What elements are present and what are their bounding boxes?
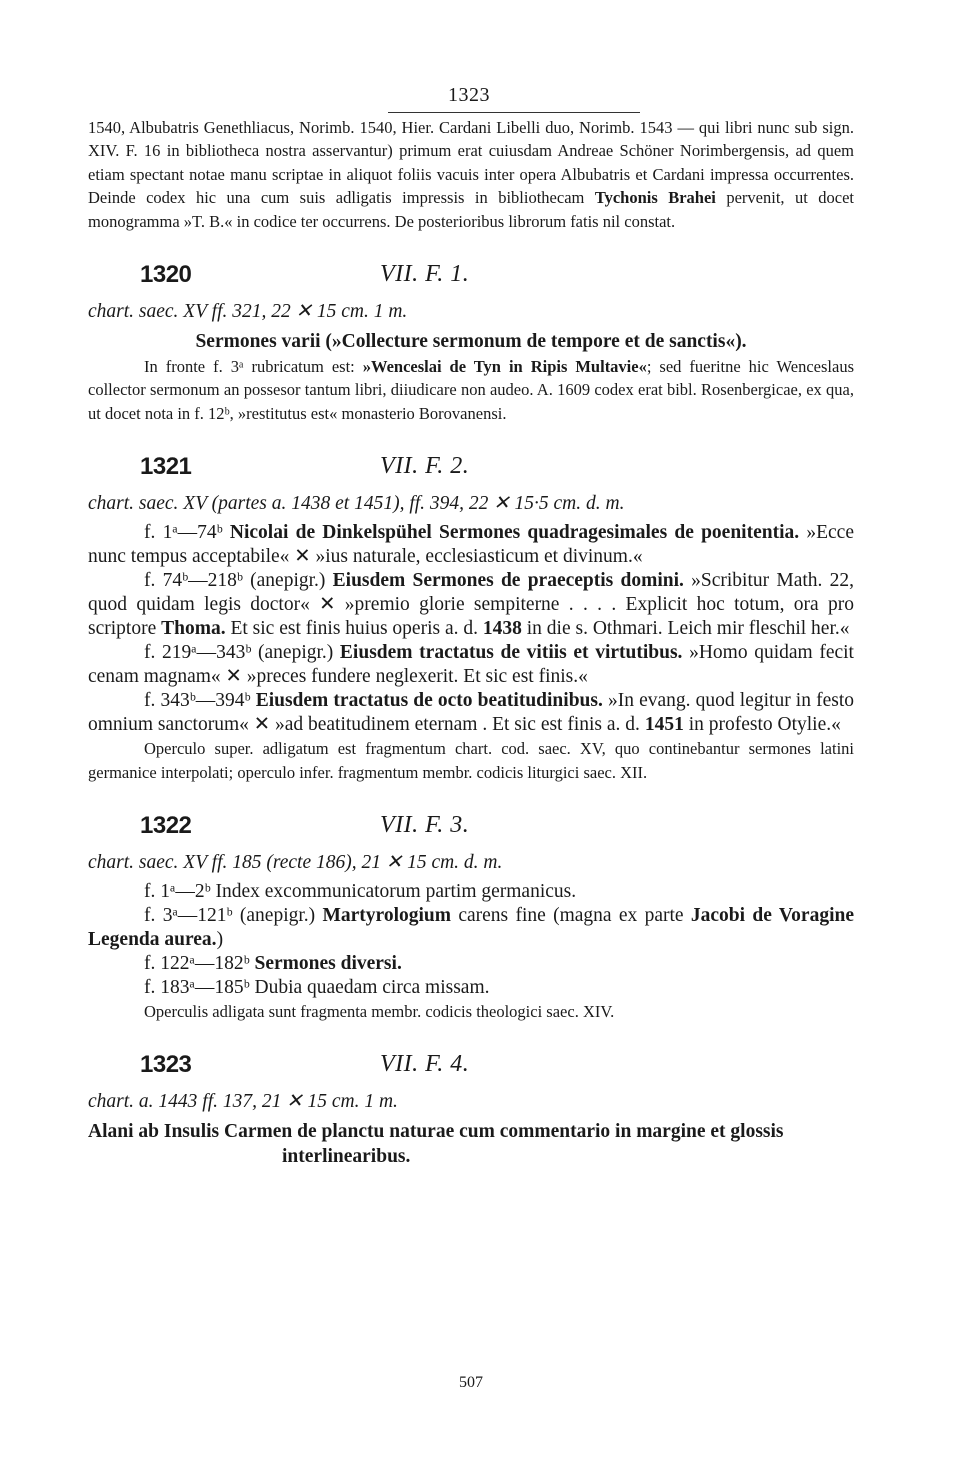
colophon-text: Et sic est finis huius operis a. d. (225, 618, 483, 640)
work-title: Sermones diversi. (254, 953, 402, 975)
content-item (88, 641, 854, 689)
note-text: In fronte f. 3ᵃ rubricatum est: (144, 357, 363, 377)
entry-note (88, 355, 854, 425)
entry-1323-heading (88, 1049, 854, 1089)
colophon-text: in profesto Otylie.« (683, 714, 841, 736)
incipit-explicit: »In evang. quod legitur in festo omnium sanctorum« ✕ »ad beatitudinem eternam . Et sic est finis a. d. (88, 690, 855, 736)
shelfmark: VII. F. 4. (380, 1051, 470, 1078)
physical-description: chart. saec. XV ff. 321, 22 ✕ 15 cm. 1 m. (88, 301, 408, 323)
entry-note: Operculo super. adligatum est fragmentum chart. cod. saec. XV, quo continebantur sermones latini germanice interpolati; operculo infer. fragmentum membr. codicis liturgici saec. XII. (88, 739, 854, 782)
content-item (88, 689, 854, 737)
folio-range: f. 1ᵃ—74ᵇ (144, 522, 230, 544)
content-item: f. 183ᵃ—185ᵇ Dubia quaedam circa missam. (144, 977, 490, 999)
physical-description: chart. a. 1443 ff. 137, 21 ✕ 15 cm. 1 m. (88, 1091, 398, 1113)
physical-description: chart. saec. XV ff. 185 (recte 186), 21 ✕ 15 cm. d. m. (88, 852, 503, 874)
running-head (88, 78, 854, 116)
shelfmark: VII. F. 2. (380, 453, 470, 480)
content-item (88, 904, 854, 952)
entry-title-bold: Sermones varii (»Collecture sermonum de tempore et de sanctis«). (195, 331, 747, 353)
description-text: carens fine (magna ex parte (451, 905, 691, 927)
description-text: ) (216, 929, 224, 951)
page-folio-number: 507 (459, 1374, 483, 1391)
colophon-year: 1451 (644, 714, 684, 736)
colophon-year: 1438 (482, 618, 522, 640)
entry-number: 1320 (140, 261, 192, 289)
content-item (88, 521, 854, 569)
source-title: Jacobi de Voragine Legenda aurea. (88, 905, 854, 951)
shelfmark: VII. F. 3. (380, 812, 470, 839)
folio-range: f. 3ᵃ—121ᵇ (anepigr.) (144, 905, 323, 927)
folio-range: f. 219ᵃ—343ᵇ (anepigr.) (144, 642, 340, 664)
entry-1322-heading (88, 810, 854, 850)
folio-range: f. 122ᵃ—182ᵇ (144, 953, 255, 975)
header-rule (388, 112, 640, 113)
incipit-explicit: »Homo quidam fecit cenam magnam« ✕ »preces fundere neglexerit. Et sic est finis.« (88, 642, 854, 688)
entry-number: 1323 (140, 1051, 192, 1079)
page-label: 1323 (448, 84, 490, 106)
note-bold: »Wenceslai de Tyn in Ripis Multavie« (362, 357, 647, 377)
entry-title (88, 329, 854, 355)
intro-paragraph (88, 116, 854, 233)
entry-note: Operculis adligata sunt fragmenta membr. codicis theologici saec. XIV. (144, 1002, 615, 1022)
entry-title-bold: Alani ab Insulis Carmen de planctu naturae cum commentario in margine et glossis interlinearibus. (88, 1121, 784, 1168)
content-item (88, 569, 854, 641)
work-title: Eiusdem tractatus de octo beatitudinibus. (255, 690, 603, 712)
incipit-explicit: »Scribitur Math. 22, quod quidam legis doctor« ✕ »premio glorie sempiterne . . . . Explicit hoc totum, ora pro scriptore (88, 570, 854, 640)
work-title: Martyrologium (322, 905, 451, 927)
entry-number: 1321 (140, 453, 192, 481)
folio-range: f. 74ᵇ—218ᵇ (anepigr.) (144, 570, 333, 592)
colophon-text: in die s. Othmari. Leich mir fleschil her.« (521, 618, 850, 640)
entry-1320-heading (88, 259, 854, 299)
entry-number: 1322 (140, 812, 192, 840)
note-text-2: ; sed fueritne hic Wenceslaus collector sermonum an possesor tantum libri, diiudicare non audeo. A. 1609 codex erat bibl. Rosenbergicae, ex qua, ut docet nota in f. 12ᵇ, »restitutus est« monasterio Borovanensi. (88, 357, 855, 423)
scribe-name: Thoma. (161, 618, 226, 640)
work-title: Eiusdem Sermones de praeceptis domini. (332, 570, 684, 592)
intro-text-1: 1540, Albubatris Genethliacus, Norimb. 1540, Hier. Cardani Libelli duo, Norimb. 1543 — qui libri nunc sub sign. XIV. F. 16 in bibliotheca nostra asservantur) primum erat cuiusdam Andreae Schöner Norimbergensis, ad quem etiam spectant notae manu scriptae in aliquot foliis vacuis inter opera Albubatris et Cardani impressa occurrentes. Deinde codex hic una cum suis adligatis impressis in bibliothecam (88, 118, 854, 208)
content-item: f. 1ᵃ—2ᵇ Index excommunicatorum partim germanicus. (144, 881, 577, 903)
work-title: Eiusdem tractatus de vitiis et virtutibus. (339, 642, 683, 664)
shelfmark: VII. F. 1. (380, 261, 470, 288)
physical-description: chart. saec. XV (partes a. 1438 et 1451), ff. 394, 22 ✕ 15·5 cm. d. m. (88, 493, 625, 515)
folio-range: f. 343ᵇ—394ᵇ (144, 690, 256, 712)
incipit-explicit: »Ecce nunc tempus acceptabile« ✕ »ius naturale, ecclesiasticum et divinum.« (88, 522, 854, 568)
entry-title (88, 1119, 854, 1169)
work-title: Nicolai de Dinkelspühel Sermones quadragesimales de poenitentia. (229, 522, 800, 544)
entry-1321-heading (88, 451, 854, 491)
intro-name-bold: Tychonis Brahei (594, 188, 716, 208)
intro-text-2: pervenit, ut docet monogramma »T. B.« in codice ter occurrens. De posterioribus librorum fatis nil constat. (88, 188, 854, 231)
content-item (88, 952, 854, 976)
document-page (88, 78, 855, 1391)
